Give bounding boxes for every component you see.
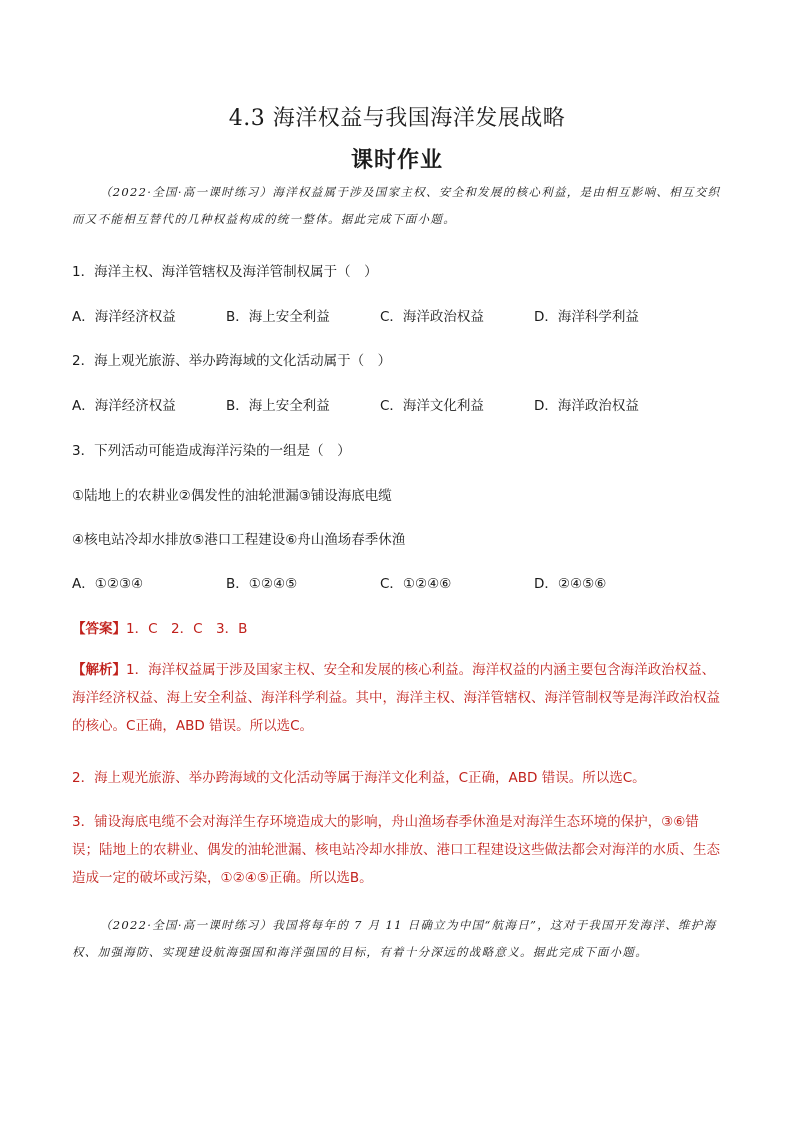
q3-option-c: C．①②④⑥ — [380, 576, 452, 592]
q2-option-a: A．海洋经济权益 — [72, 398, 176, 414]
q2-option-c: C．海洋文化利益 — [380, 398, 484, 414]
analysis-paragraph-3: 3．铺设海底电缆不会对海洋生存环境造成大的影响，舟山渔场春季休渔是对海洋生态环境的保护，③⑥错误；陆地上的农耕业、偶发的油轮泄漏、核电站冷却水排放、港口工程建设这些做法都会对海洋的水质、生态造成一定的破坏或污染，①②④⑤正确。所以选B。 — [72, 814, 720, 886]
q2-option-d: D．海洋政治权益 — [534, 398, 639, 414]
question-3-items-line-1: ①陆地上的农耕业②偶发性的油轮泄漏③铺设海底电缆 — [72, 488, 392, 504]
question-3-stem: 3．下列活动可能造成海洋污染的一组是（ ） — [72, 443, 351, 459]
q1-option-c: C．海洋政治权益 — [380, 309, 484, 325]
intro-paragraph-1: （2022·全国·高一课时练习）海洋权益属于涉及国家主权、安全和发展的核心利益，是由相互影响、相互交织而又不能相互替代的几种权益构成的统一整体。据此完成下面小题。 — [72, 185, 721, 226]
intro-paragraph-2: （2022·全国·高一课时练习）我国将每年的 7 月 11 日确立为中国“航海日”，这对于我国开发海洋、维护海权、加强海防、实现建设航海强国和海洋强国的目标，有着十分深远的战略意义。据此完成下面小题。 — [72, 918, 717, 959]
page-title: 4.3 海洋权益与我国海洋发展战略 — [228, 106, 566, 131]
q1-option-b: B．海上安全利益 — [226, 309, 330, 325]
question-2-stem: 2．海上观光旅游、举办跨海域的文化活动属于（ ） — [72, 353, 392, 369]
question-1-stem: 1．海洋主权、海洋管辖权及海洋管制权属于（ ） — [72, 264, 378, 280]
page-subtitle: 课时作业 — [350, 147, 443, 173]
analysis-paragraph-1 — [72, 656, 722, 740]
q1-option-d: D．海洋科学利益 — [534, 309, 639, 325]
question-3-items-line-2: ④核电站冷却水排放⑤港口工程建设⑥舟山渔场春季休渔 — [72, 532, 406, 548]
analysis-text-1: 1．海洋权益属于涉及国家主权、安全和发展的核心利益。海洋权益的内涵主要包含海洋政治权益、海洋经济权益、海上安全利益、海洋科学利益。其中，海洋主权、海洋管辖权、海洋管制权等是海洋政治权益的核心。C正确，ABD 错误。所以选C。 — [72, 662, 720, 734]
answer-text: 1．C 2．C 3．B — [126, 621, 248, 637]
answer-label: 【答案】 — [72, 621, 126, 637]
q3-option-d: D．②④⑤⑥ — [534, 576, 607, 592]
q2-option-b: B．海上安全利益 — [226, 398, 330, 414]
answer-line — [72, 617, 247, 637]
q3-option-a: A．①②③④ — [72, 576, 144, 592]
analysis-paragraph-2: 2．海上观光旅游、举办跨海域的文化活动等属于海洋文化利益，C正确，ABD 错误。所以选C。 — [72, 770, 646, 786]
analysis-label: 【解析】 — [72, 662, 126, 678]
q1-option-a: A．海洋经济权益 — [72, 309, 176, 325]
q3-option-b: B．①②④⑤ — [226, 576, 298, 592]
